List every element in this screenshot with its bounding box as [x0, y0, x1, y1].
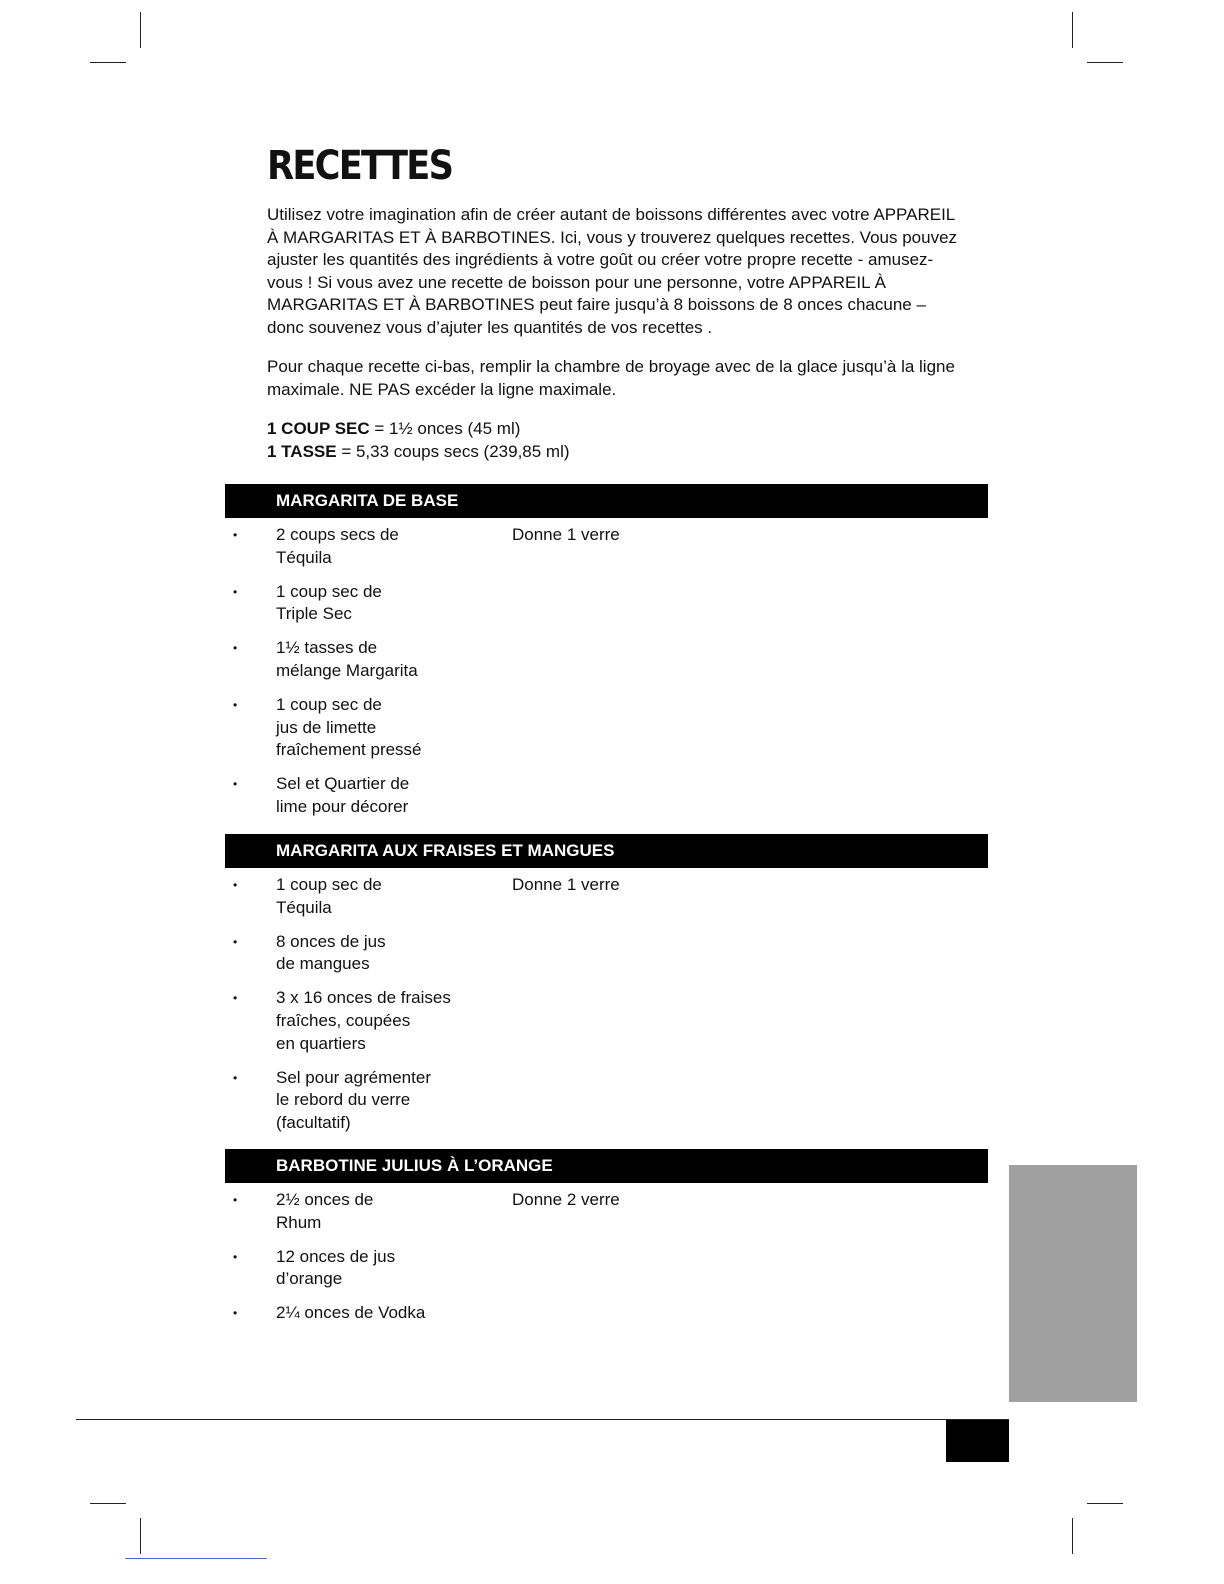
ingredient-text: 2 coups secs de Téquila — [276, 525, 399, 567]
bullet-icon: • — [233, 777, 238, 792]
conversion-value: = 1½ onces (45 ml) — [369, 419, 521, 438]
ingredient-text: 8 onces de jus de mangues — [276, 931, 386, 974]
crop-mark — [140, 12, 141, 48]
bullet-icon: • — [233, 991, 238, 1006]
list-item — [225, 694, 525, 762]
list-item — [225, 581, 525, 626]
list-item — [225, 524, 525, 569]
list-item — [225, 874, 525, 919]
bullet-icon: • — [233, 934, 238, 949]
recipe-yield: Donne 2 verre — [512, 1190, 620, 1209]
conversion-tasse — [267, 441, 967, 464]
ingredient-text: 1½ tasses de mélange Margarita — [276, 638, 418, 680]
list-item — [225, 1067, 525, 1135]
footer-divider — [76, 1419, 1009, 1420]
language-tab — [1009, 1165, 1137, 1402]
ingredient-list — [225, 874, 525, 1146]
bullet-icon: • — [233, 641, 238, 656]
recipe-header-barbotine-julius — [225, 1149, 988, 1183]
ingredient-text: 2¼ onces de Vodka — [276, 1303, 426, 1323]
ingredient-text: 3 x 16 onces de fraises fraîches, coupées en quartiers — [276, 988, 451, 1053]
ingredient-text: 12 onces de jus d’orange — [276, 1246, 396, 1289]
crop-mark — [1087, 62, 1123, 63]
list-item — [225, 1246, 525, 1291]
bullet-icon: • — [233, 1306, 238, 1321]
list-item — [225, 931, 525, 976]
conversion-term: 1 TASSE — [267, 441, 337, 461]
bullet-icon: • — [233, 1193, 238, 1207]
list-item — [225, 637, 525, 682]
page-title: RECETTES — [267, 143, 453, 189]
ingredient-text: 1 coup sec de Triple Sec — [276, 581, 382, 624]
page-number-box — [946, 1420, 1009, 1462]
recipe-yield: Donne 1 verre — [512, 875, 620, 894]
conversion-value: = 5,33 coups secs (239,85 ml) — [336, 441, 570, 461]
list-item — [225, 987, 525, 1055]
recipe-yield: Donne 1 verre — [512, 525, 620, 544]
list-item — [225, 773, 525, 818]
ingredient-list — [225, 1189, 525, 1336]
recipe-header-margarita-fraises-mangues — [225, 834, 988, 868]
recipe-title: BARBOTINE JULIUS À L’ORANGE — [276, 1156, 553, 1175]
conversion-list — [267, 418, 967, 463]
conversion-term: 1 COUP SEC — [267, 419, 370, 438]
bullet-icon: • — [233, 584, 238, 599]
crop-mark — [1087, 1503, 1123, 1504]
recipe-header-margarita-base — [225, 484, 988, 518]
list-item — [225, 1189, 525, 1234]
intro-paragraph: Utilisez votre imagination afin de créer autant de boissons différentes avec votre APPAREIL À MARGARITAS ET À BARBOTINES. Ici, vous y trouverez quelques recettes. Vous pouvez ajuster les quantités des ingrédients à votre goût ou créer votre propre recette - amusez-vous ! Si vous avez une recette de boisson pour une personne, votre APPAREIL À MARGARITAS ET À BARBOTINES peut faire jusqu’à 8 boissons de 8 onces chacune – donc souvenez vous d’ajuter les quantités de vos recettes . — [267, 205, 958, 337]
recipe-title: MARGARITA AUX FRAISES ET MANGUES — [276, 841, 615, 860]
ingredient-text: 2½ onces de Rhum — [276, 1190, 374, 1232]
ingredient-list — [225, 524, 525, 830]
recipe-title: MARGARITA DE BASE — [276, 491, 459, 510]
bottom-link-rule — [125, 1558, 267, 1559]
crop-mark — [140, 1518, 141, 1554]
bullet-icon: • — [233, 528, 238, 542]
crop-mark — [1072, 12, 1073, 48]
crop-mark — [1072, 1518, 1073, 1554]
bullet-icon: • — [233, 698, 238, 713]
crop-mark — [90, 1503, 126, 1504]
bullet-icon: • — [233, 1070, 238, 1085]
bullet-icon: • — [233, 1249, 238, 1264]
bullet-icon: • — [233, 878, 238, 892]
instruction-paragraph: Pour chaque recette ci-bas, remplir la chambre de broyage avec de la glace jusqu’à la ligne maximale. NE PAS excéder la ligne maximale. — [267, 357, 955, 399]
ingredient-text: Sel et Quartier de lime pour décorer — [276, 774, 410, 816]
ingredient-text: 1 coup sec de Téquila — [276, 875, 382, 917]
list-item — [225, 1302, 525, 1325]
conversion-coup-sec — [267, 418, 967, 441]
ingredient-text: 1 coup sec de jus de limette fraîchement pressé — [276, 695, 422, 760]
ingredient-text: Sel pour agrémenter le rebord du verre (facultatif) — [276, 1067, 431, 1132]
crop-mark — [90, 62, 126, 63]
